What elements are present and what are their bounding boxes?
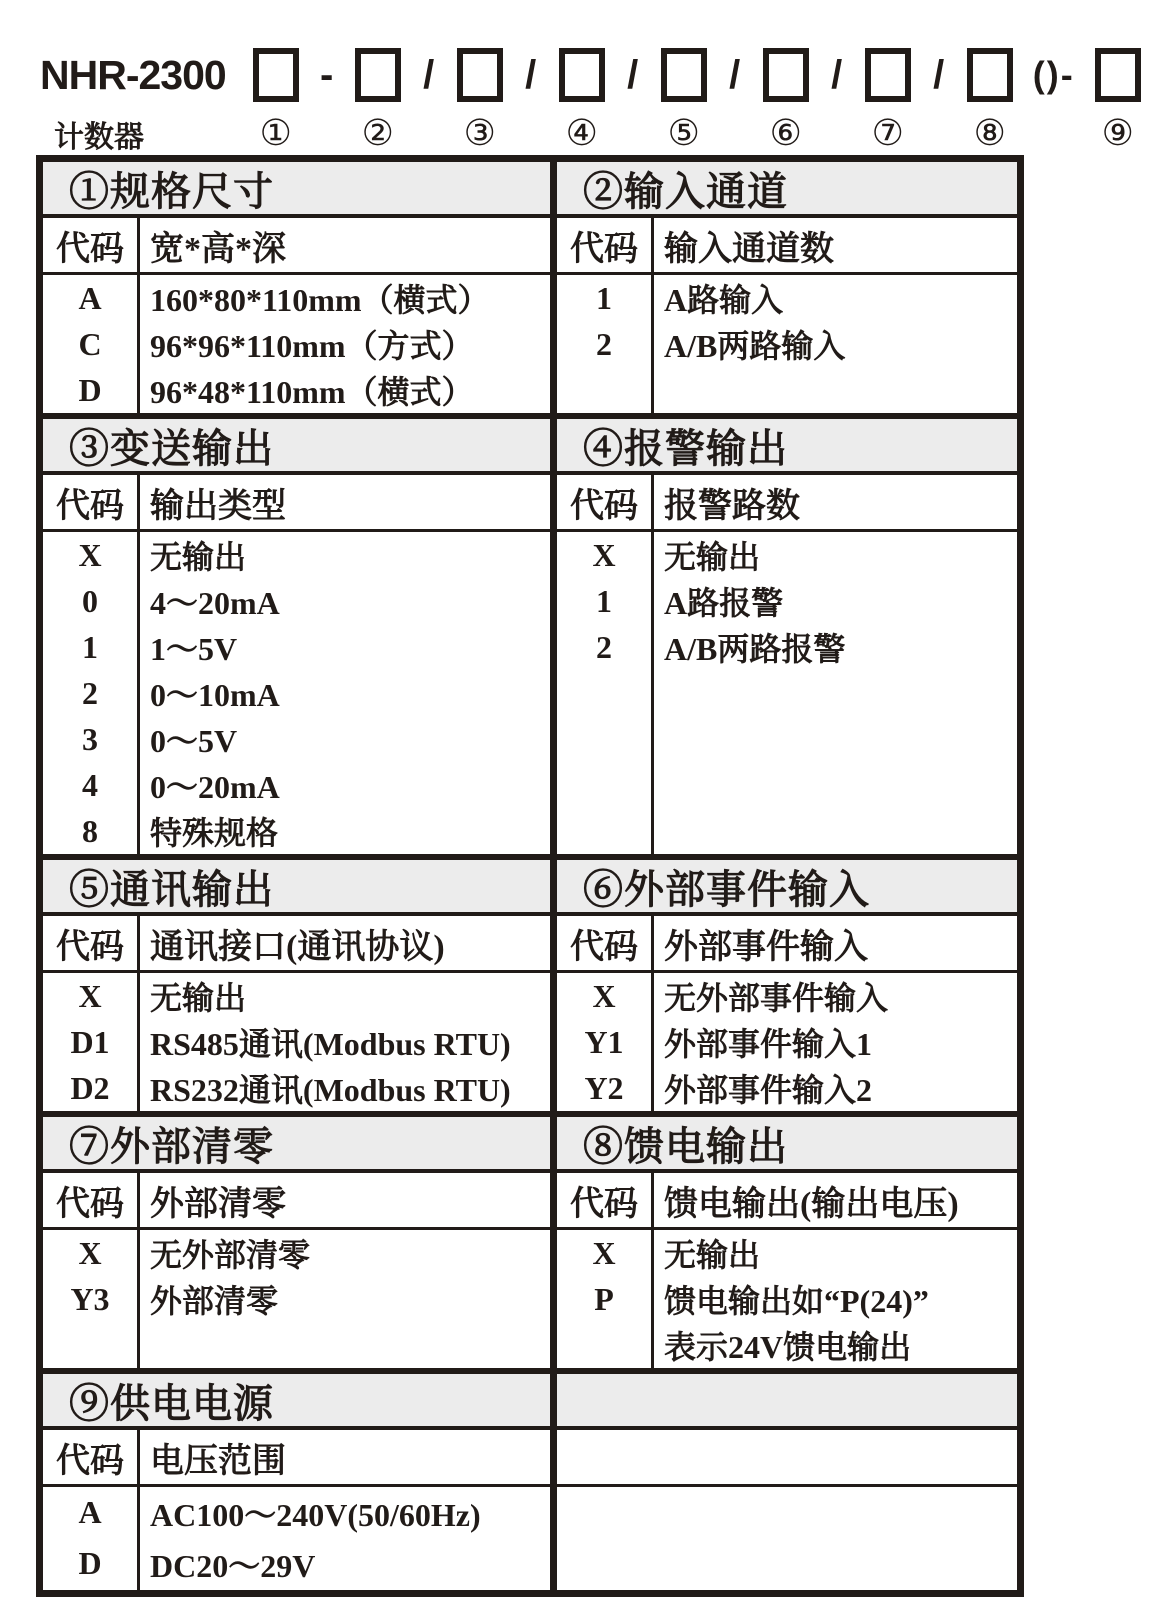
description-cell: A/B两路报警 (664, 631, 846, 667)
section-title: ①规格尺寸 (43, 162, 550, 218)
code-box-slot-7 (854, 48, 922, 102)
description-cell: 无输出 (664, 539, 761, 575)
column-header-label: 馈电输出(输出电压) (664, 1185, 959, 1223)
section-panel (557, 1117, 1017, 1368)
code-box-slot-1 (242, 48, 310, 102)
code-column (557, 532, 654, 854)
code-column (43, 275, 140, 413)
section-panel (43, 1117, 557, 1368)
section-row-1 (43, 162, 1017, 419)
code-box-slot-2 (344, 48, 412, 102)
description-column (654, 532, 1017, 854)
code-column (43, 1230, 140, 1368)
section-row-2 (43, 419, 1017, 860)
section-row-3 (43, 860, 1017, 1117)
data-rows (557, 532, 1017, 854)
code-cell: Y3 (70, 1280, 110, 1317)
section-row-5 (43, 1374, 1017, 1590)
column-header-label: 通讯接口(通讯协议) (150, 928, 445, 966)
description-column (654, 275, 1017, 413)
description-column (654, 973, 1017, 1111)
description-cell: 馈电输出如“P(24)” (664, 1283, 929, 1319)
code-cell: 8 (82, 812, 98, 849)
description-cell: AC100～240V(50/60Hz) (150, 1496, 481, 1533)
description-cell: 160*80*110mm（横式） (150, 282, 490, 318)
empty-panel (557, 1374, 1017, 1590)
code-cell: 0 (82, 582, 98, 619)
slot-number-1: ① (259, 113, 292, 153)
description-cell: A路输入 (664, 282, 784, 318)
section-title: ②输入通道 (557, 162, 1017, 218)
section-title: ⑧馈电输出 (557, 1117, 1017, 1173)
column-header-label: 外部事件输入 (664, 928, 868, 966)
column-header-code: 代码 (43, 218, 140, 272)
description-cell: 无外部清零 (150, 1237, 311, 1273)
code-column (43, 973, 140, 1111)
description-cell: 无输出 (150, 980, 247, 1016)
description-column (140, 1230, 550, 1368)
code-cell: A (78, 279, 102, 316)
section-panel (557, 860, 1017, 1111)
code-cell: X (592, 977, 616, 1014)
code-box-slot-4 (548, 48, 616, 102)
description-cell: 0～10mA (150, 677, 280, 713)
description-cell: DC20～29V (150, 1547, 316, 1584)
description-cell: 无输出 (150, 539, 247, 575)
code-cell: A (78, 1494, 102, 1530)
model-code-grid (40, 48, 1152, 156)
section-panel (43, 1374, 557, 1590)
code-cell: 4 (82, 766, 98, 803)
column-header-code: 代码 (557, 1173, 654, 1227)
column-header-code: 代码 (43, 475, 140, 529)
code-separator: / (525, 52, 537, 97)
code-cell: X (78, 1234, 102, 1271)
section-title: ④报警输出 (557, 419, 1017, 475)
data-rows (43, 275, 550, 413)
column-header-row (43, 1430, 550, 1487)
model-caption: 计数器 (54, 121, 144, 154)
code-cell: 2 (596, 325, 612, 362)
code-separator: / (627, 52, 639, 97)
description-cell: 外部清零 (150, 1283, 279, 1319)
data-rows (557, 1487, 1017, 1590)
code-cell: C (78, 325, 102, 362)
column-header-row (43, 1173, 550, 1230)
code-box-outline (1095, 48, 1141, 102)
code-cell: 1 (82, 628, 98, 665)
description-cell: 96*48*110mm（横式） (150, 374, 474, 410)
code-separator: - (320, 52, 334, 97)
slot-number-9: ⑨ (1101, 113, 1134, 153)
column-header-label: 外部清零 (150, 1185, 286, 1223)
code-cell: D2 (70, 1069, 110, 1106)
section-row-4 (43, 1117, 1017, 1374)
code-cell: P (594, 1280, 614, 1317)
code-box-slot-9 (1084, 48, 1152, 102)
section-title: ③变送输出 (43, 419, 550, 475)
section-panel (43, 162, 557, 413)
column-header-code: 代码 (557, 916, 654, 970)
code-column (557, 973, 654, 1111)
description-cell: A/B两路输入 (664, 328, 846, 364)
column-header-row (43, 475, 550, 532)
column-header-row (557, 916, 1017, 973)
code-separator: ()- (1032, 54, 1075, 95)
column-header-row (557, 1430, 1017, 1487)
description-cell: 无外部事件输入 (664, 980, 889, 1016)
slot-number-2: ② (361, 113, 394, 153)
code-cell: X (592, 536, 616, 573)
section-panel (43, 860, 557, 1111)
description-cell: A路报警 (664, 585, 784, 621)
description-cell: 0～5V (150, 723, 238, 759)
description-cell: 无输出 (664, 1237, 761, 1273)
code-box-outline (355, 48, 401, 102)
description-cell: 表示24V馈电输出 (664, 1329, 912, 1365)
data-rows (43, 973, 550, 1111)
code-cell: 1 (596, 279, 612, 316)
column-header-code: 代码 (43, 1173, 140, 1227)
order-table (36, 155, 1024, 1597)
code-cell: 2 (82, 674, 98, 711)
column-header-label: 宽*高*深 (150, 230, 286, 268)
code-cell: D1 (70, 1023, 110, 1060)
slot-number-3: ③ (463, 113, 496, 153)
code-cell: D (78, 1545, 102, 1581)
column-header-code: 代码 (557, 475, 654, 529)
code-box-outline (967, 48, 1013, 102)
column-header-code: 代码 (43, 916, 140, 970)
code-column (43, 532, 140, 854)
description-cell: 特殊规格 (150, 815, 279, 851)
data-rows (557, 973, 1017, 1111)
section-title: ⑦外部清零 (43, 1117, 550, 1173)
column-header-row (43, 218, 550, 275)
code-box-slot-3 (446, 48, 514, 102)
code-box-outline (457, 48, 503, 102)
model-code-line (40, 48, 1152, 156)
code-cell: X (78, 977, 102, 1014)
code-column (557, 1230, 654, 1368)
description-cell: 外部事件输入2 (664, 1072, 873, 1108)
description-cell: 96*96*110mm（方式） (150, 328, 474, 364)
description-column (654, 1230, 1017, 1368)
column-header-label: 电压范围 (150, 1442, 286, 1480)
code-cell: 2 (596, 628, 612, 665)
section-title: ⑨供电电源 (43, 1374, 550, 1430)
description-column (140, 1487, 550, 1590)
column-header-label: 输出类型 (150, 487, 286, 525)
code-cell: X (592, 1234, 616, 1271)
description-cell: 1～5V (150, 631, 238, 667)
description-column (140, 973, 550, 1111)
section-panel (43, 419, 557, 854)
slot-number-7: ⑦ (871, 113, 904, 153)
column-header-row (557, 1173, 1017, 1230)
description-cell: RS232通讯(Modbus RTU) (150, 1072, 511, 1108)
code-box-outline (661, 48, 707, 102)
code-column (557, 275, 654, 413)
description-cell: 0～20mA (150, 769, 280, 805)
section-title: ⑤通讯输出 (43, 860, 550, 916)
code-cell (557, 1322, 651, 1368)
description-cell: 4～20mA (150, 585, 280, 621)
code-box-outline (763, 48, 809, 102)
column-header-code: 代码 (43, 1430, 140, 1484)
code-cell: Y2 (584, 1069, 624, 1106)
code-separator: / (933, 52, 945, 97)
data-rows (43, 1230, 550, 1368)
code-box-outline (559, 48, 605, 102)
slot-number-8: ⑧ (973, 113, 1006, 153)
section-panel (557, 162, 1017, 413)
column-header-row (557, 218, 1017, 275)
code-separator: / (423, 52, 435, 97)
slot-number-4: ④ (565, 113, 598, 153)
data-rows (557, 1230, 1017, 1368)
column-header-row (43, 916, 550, 973)
code-cell: D (78, 371, 102, 408)
section-title: ⑥外部事件输入 (557, 860, 1017, 916)
section-panel (557, 419, 1017, 854)
slot-number-6: ⑥ (769, 113, 802, 153)
column-header-label: 输入通道数 (664, 230, 834, 268)
column-header-row (557, 475, 1017, 532)
code-column (43, 1487, 140, 1590)
code-box-outline (865, 48, 911, 102)
section-title (557, 1374, 1017, 1430)
description-cell: RS485通讯(Modbus RTU) (150, 1026, 511, 1062)
code-box-outline (253, 48, 299, 102)
model-name: NHR-2300 (40, 51, 226, 98)
code-cell: X (78, 536, 102, 573)
column-header-label: 报警路数 (664, 487, 800, 525)
data-rows (557, 275, 1017, 413)
code-cell: Y1 (584, 1023, 624, 1060)
code-separator: / (831, 52, 843, 97)
code-separator: / (729, 52, 741, 97)
description-column (140, 275, 550, 413)
description-column (140, 532, 550, 854)
description-cell: 外部事件输入1 (664, 1026, 873, 1062)
column-header-code: 代码 (557, 218, 654, 272)
code-box-slot-6 (752, 48, 820, 102)
code-box-slot-8 (956, 48, 1024, 102)
code-cell: 1 (596, 582, 612, 619)
slot-number-5: ⑤ (667, 113, 700, 153)
data-rows (43, 532, 550, 854)
data-rows (43, 1487, 550, 1590)
code-cell: 3 (82, 720, 98, 757)
code-box-slot-5 (650, 48, 718, 102)
